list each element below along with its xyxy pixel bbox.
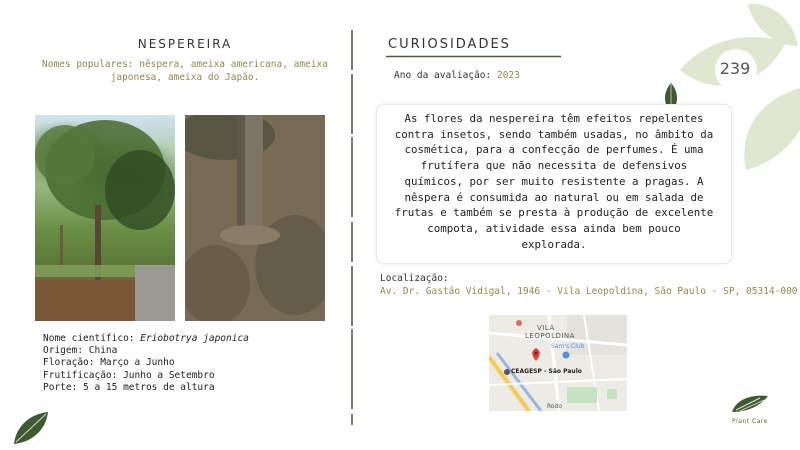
map-poi-1: Sam's Club <box>551 343 585 350</box>
plant-title: NESPEREIRA <box>137 37 233 51</box>
leaves-decoration-icon <box>676 0 800 175</box>
title-underline <box>386 55 561 58</box>
logo-brand: Plant Care <box>732 418 768 425</box>
tree-photo-art <box>35 115 175 321</box>
map-district-line1: VILA <box>537 324 555 332</box>
evaluation-year <box>394 70 520 81</box>
map-street: Rodo <box>547 403 563 410</box>
divider-line <box>350 30 354 425</box>
year-label: Ano da avaliação: <box>394 70 492 81</box>
map-roads <box>489 315 627 411</box>
popular-names: Nomes populares: nêspera, ameixa americana, ameixa japonesa, ameixa do Japão. <box>42 59 328 83</box>
leaf-icon <box>12 410 50 446</box>
year-value: 2023 <box>496 70 520 81</box>
fruiting: Frutificação: Junho a Setembro <box>43 369 215 381</box>
map-district-line2: LEOPOLDINA <box>525 332 575 340</box>
scientific-name: Eriobotrya japonica <box>140 333 249 344</box>
location-label: Localização: <box>380 273 449 284</box>
size: Porte: 5 a 15 metros de altura <box>43 381 215 393</box>
scientific-label: Nome científico: <box>43 333 141 344</box>
trunk-photo <box>185 115 325 321</box>
plant-details <box>43 333 249 394</box>
tree-photo <box>35 115 175 321</box>
plant-care-logo-icon <box>730 392 770 416</box>
curiosities-text: As flores da nespereira têm efeitos repelentes contra insetos, sendo também usadas, no âmbito da cosmética, para a confecção de perfumes. É uma frutífera que não necessita de defensivos químicos, por ser muito resistente a pragas. A nêspera é consumida ao natural ou em salada de frutas e também se presta à produção de excelente compota, atividade essa ainda bem pouco explorada. <box>394 112 714 251</box>
location-map[interactable] <box>489 315 627 411</box>
curiosities-title: CURIOSIDADES <box>388 37 511 52</box>
scientific-name-row <box>43 333 249 345</box>
badge-number: 239 <box>719 59 751 78</box>
flowering: Floração: Março a Junho <box>43 357 175 369</box>
location-address: Av. Dr. Gastão Vidigal, 1946 - Vila Leopoldina, São Paulo - SP, 05314-000 <box>380 286 798 297</box>
origin: Origem: China <box>43 345 118 357</box>
trunk-photo-art <box>185 115 325 321</box>
map-poi-2: CEAGESP - São Paulo <box>511 368 582 375</box>
